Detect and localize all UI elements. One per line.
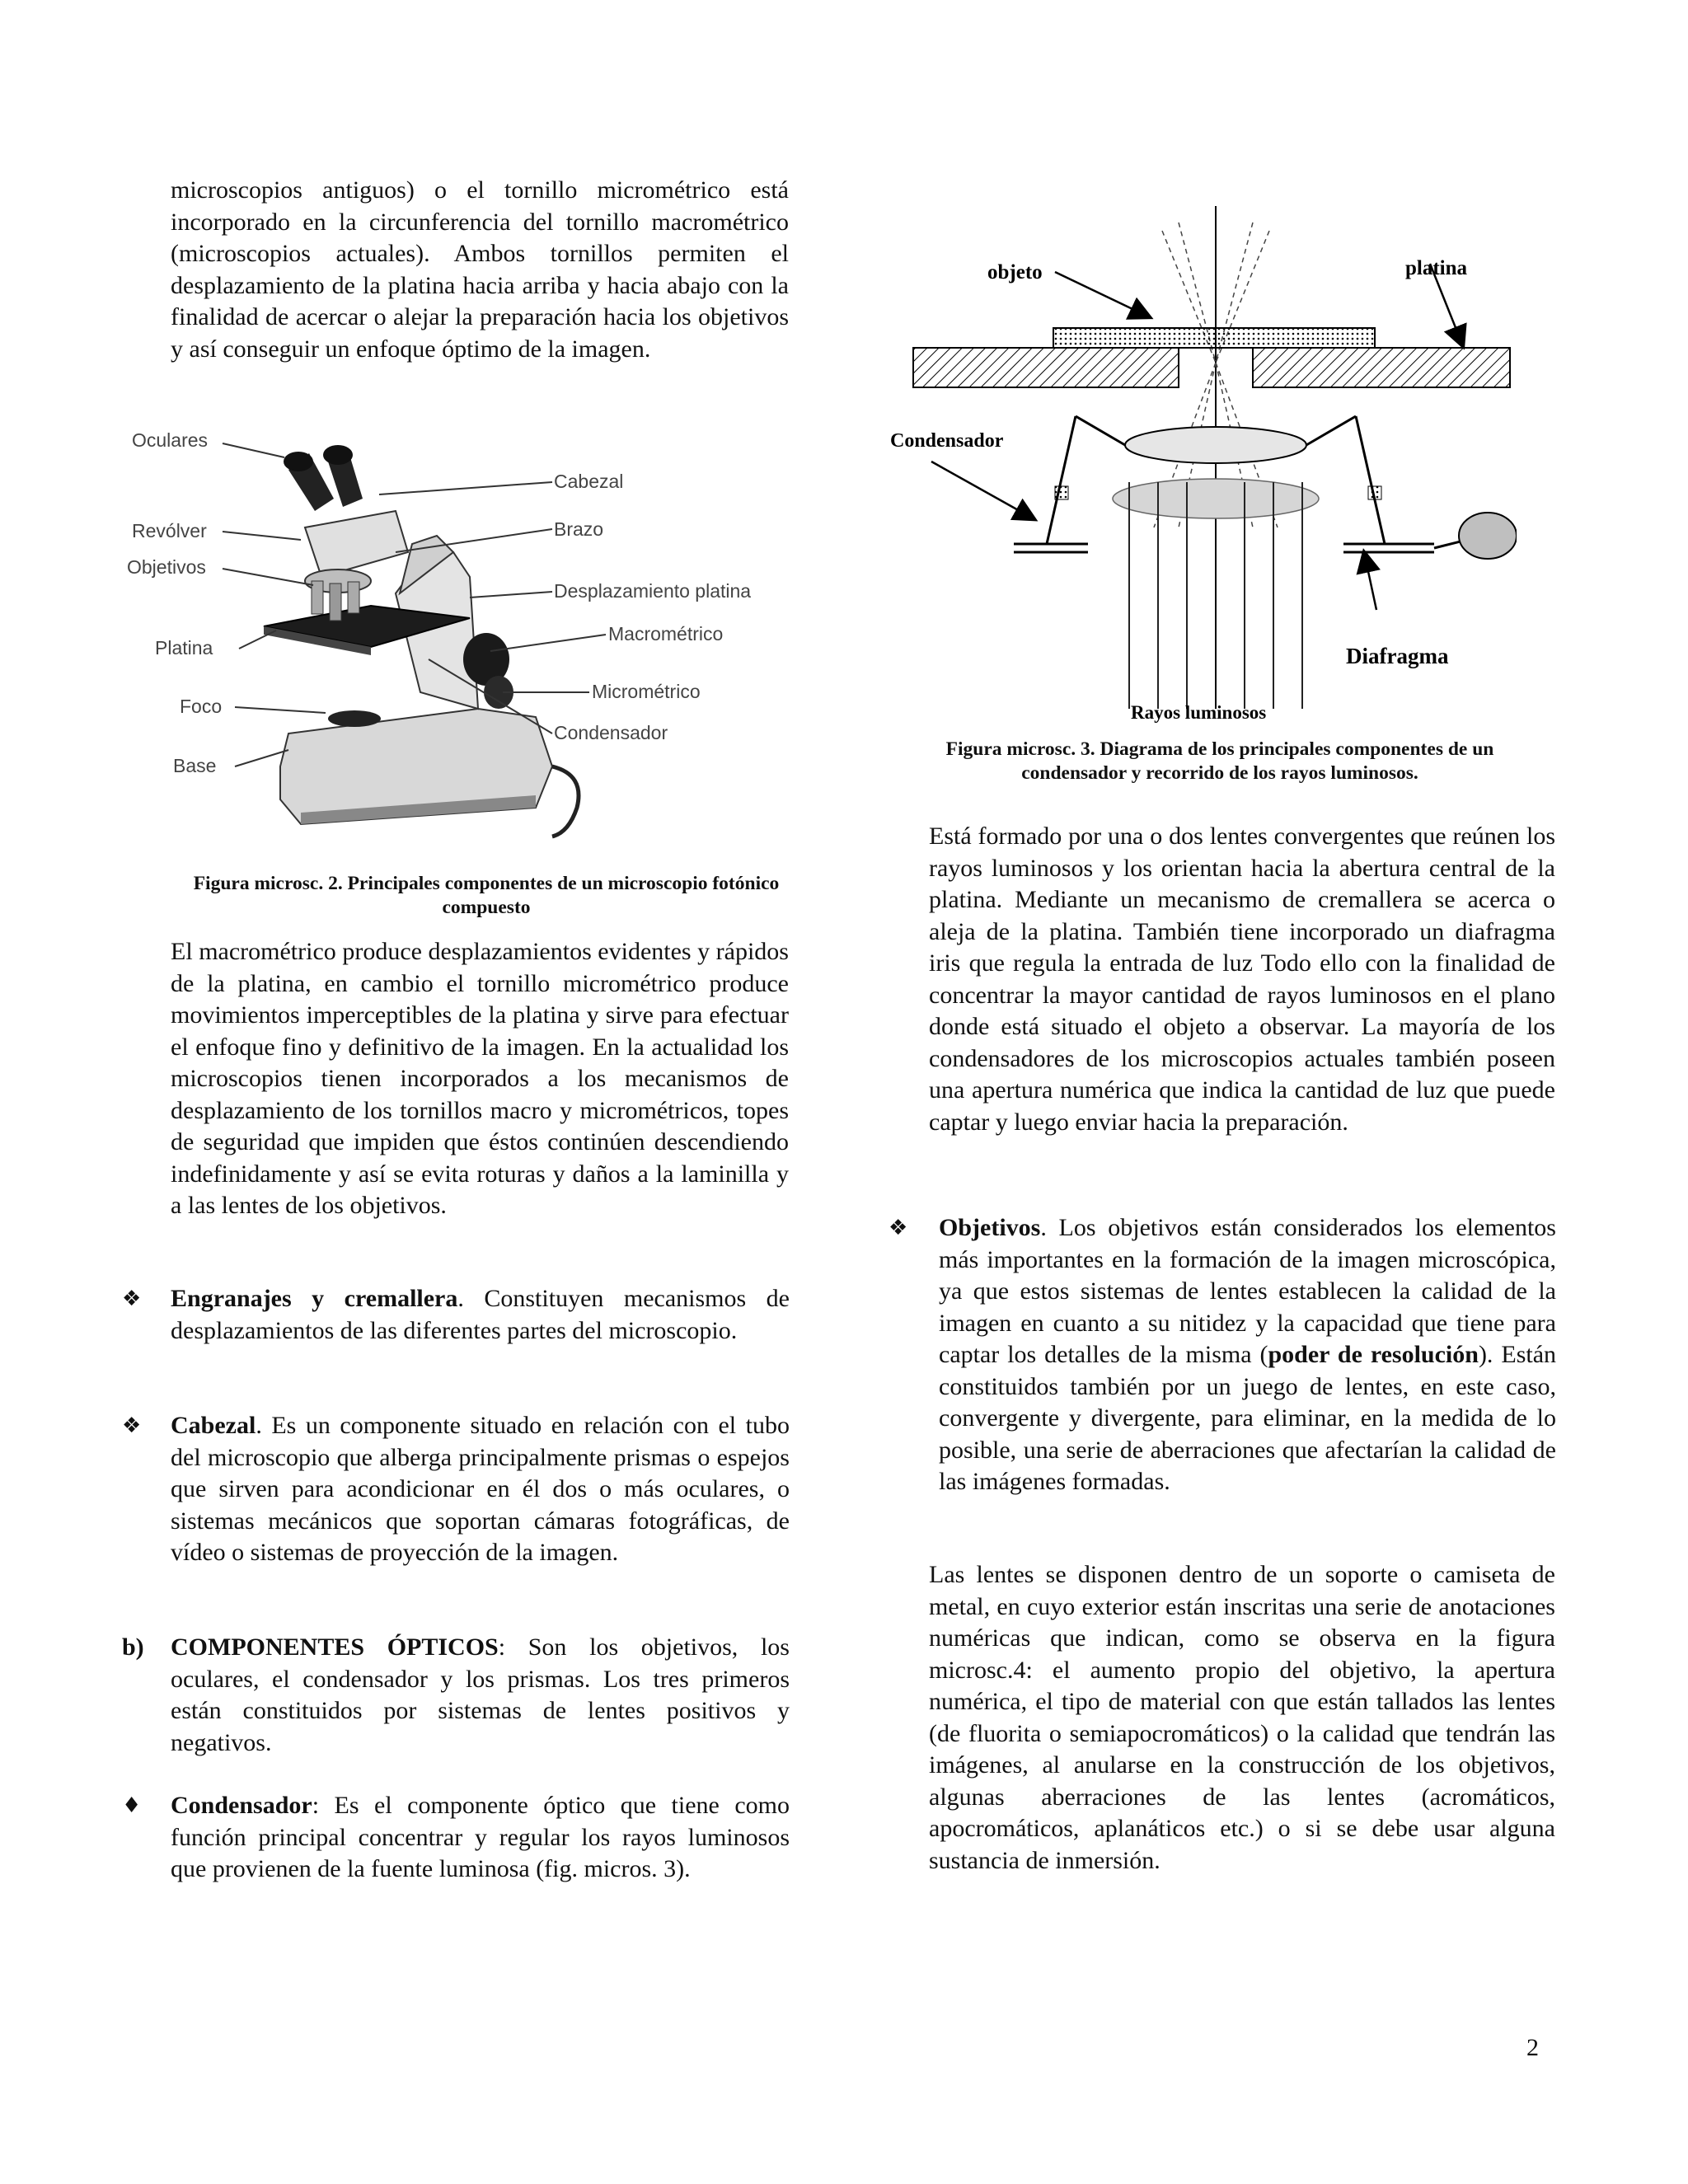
diamond-bullet-icon: ❖: [889, 1216, 908, 1240]
label-rayos-luminosos: Rayos luminosos: [1131, 702, 1267, 723]
figure2-caption: Figura microsc. 2. Principales componentes de un microscopio fotónico compuesto: [193, 873, 780, 918]
page-number: 2: [1526, 2034, 1539, 2061]
figure3-caption: Figura microsc. 3. Diagrama de los principales componentes de un condensador y recorrido de los rayos luminosos.: [945, 738, 1494, 784]
bullet-engranajes: [122, 1283, 790, 1347]
cabezal-text: Cabezal. Es un componente situado en relación con el tubo del microscopio que alberga principalmente prismas o espejos que sirven para acondicionar en él dos o más oculares, o sistemas mecánicos que soportan cámaras fotográficas, de vídeo o sistemas de proyección de la imagen.: [171, 1412, 790, 1566]
bullet-cabezal: [122, 1410, 790, 1569]
label-macrometrico: Macrométrico: [608, 623, 724, 644]
bullet-objetivos: [889, 1212, 1556, 1498]
label-objetivos: Objetivos: [127, 556, 206, 578]
label-micrometrico: Micrométrico: [592, 681, 701, 702]
label-desplazamiento-platina: Desplazamiento platina: [554, 580, 752, 602]
macrometrico-paragraph: El macrométrico produce desplazamientos evidentes y rápidos de la platina, en cambio el tornillo micrométrico produce movimientos imperceptibles de la platina y sirve para efectuar el enfoque fino y definitivo de la imagen. En la actualidad los microscopios tienen incorporados a los mecanismos de desplazamiento de los tornillos macro y micrométricos, topes de seguridad que impiden que éstos continúen descendiendo indefinidamente y así se evita roturas y daños a la laminilla y a las lentes de los objetivos.: [171, 938, 789, 1219]
diamond-bullet-icon: ❖: [122, 1413, 142, 1438]
section-componentes-opticos: [122, 1632, 790, 1759]
condenser-diagram: [890, 198, 1517, 725]
label-foco: Foco: [180, 696, 223, 717]
diamond-bullet-icon: ❖: [122, 1286, 142, 1311]
label-condensador-photo: Condensador: [554, 722, 668, 743]
label-revolver: Revólver: [132, 520, 207, 541]
objetivos-text: Objetivos. Los objetivos están considerados los elementos más importantes en la formación de la imagen microscópica, ya que estos sistemas de lentes establecen la calidad de la imagen en cuanto a su nitidez y la capacidad que tiene para captar los detalles de la misma (poder de resolución). Están constituidos también por un juego de lentes, en este caso, convergente y divergente, para eliminar, en la medida de lo posible, una serie de aberraciones que afectarían la calidad de las imágenes formadas.: [939, 1214, 1557, 1495]
label-oculares: Oculares: [132, 429, 209, 451]
label-objeto: objeto: [987, 261, 1043, 284]
engranajes-text: Engranajes y cremallera. Constituyen mecanismos de desplazamientos de las diferentes partes del microscopio.: [171, 1285, 790, 1344]
label-platina: Platina: [155, 637, 213, 658]
intro-paragraph: microscopios antiguos) o el tornillo micrométrico está incorporado en la circunferencia del tornillo macrométrico (microscopios actuales). Ambos tornillos permiten el desplazamiento de la platina hacia arriba y hacia abajo con la finalidad de acercar o alejar la preparación hacia los objetivos y así conseguir un enfoque óptimo de la imagen.: [171, 176, 789, 363]
section-marker: b): [122, 1633, 144, 1661]
condensador-text: Condensador: Es el componente óptico que tiene como función principal concentrar y regular los rayos luminosos que provienen de la fuente luminosa (fig. micros. 3).: [171, 1792, 790, 1882]
label-diafragma: Diafragma: [1346, 644, 1449, 668]
label-brazo: Brazo: [554, 518, 604, 540]
componentes-opticos-text: COMPONENTES ÓPTICOS: Son los objetivos, los oculares, el condensador y los prismas. Los tres primeros están constituidos por sistemas de lentes positivos y negativos.: [171, 1633, 790, 1756]
microscope-illustration: [124, 420, 799, 849]
bullet-condensador: [122, 1790, 790, 1886]
label-base: Base: [173, 755, 217, 776]
figure-microscope-photo: [124, 420, 799, 849]
label-platina-diagram: platina: [1405, 257, 1468, 279]
condensador-description-paragraph: Está formado por una o dos lentes convergentes que reúnen los rayos luminosos y los orientan hacia la abertura central de la platina. Mediante un mecanismo de cremallera se acerca o aleja de la platina. También tiene incorporado un diafragma iris que regula la entrada de luz Todo ello con la finalidad de concentrar la mayor cantidad de rayos luminosos en el plano donde está situado el objeto a observar. La mayoría de los condensadores de los microscopios actuales también poseen una apertura numérica que indica la cantidad de luz que puede captar y luego enviar hacia la preparación.: [929, 823, 1555, 1136]
microscope-body: [264, 445, 579, 837]
label-condensador-diagram: Condensador: [890, 430, 1004, 452]
lentes-paragraph: Las lentes se disponen dentro de un soporte o camiseta de metal, en cuyo exterior están inscritas una serie de anotaciones numéricas que indican, como se observa en la figura microsc.4: el aumento propio del objetivo, la apertura numérica, el tipo de material con que están tallados las lentes (de fluorita o semiapocromáticos) o la calidad que tendrán las imágenes, al anularse en la construcción de los objetivos, algunas aberraciones de las lentes (acromáticos, apocromáticos, aplanáticos etc.) o si se debe usar alguna sustancia de inmersión.: [929, 1561, 1555, 1874]
solid-diamond-bullet-icon: ♦: [122, 1793, 142, 1818]
label-cabezal: Cabezal: [554, 471, 624, 492]
figure-condenser-diagram: [890, 198, 1517, 725]
